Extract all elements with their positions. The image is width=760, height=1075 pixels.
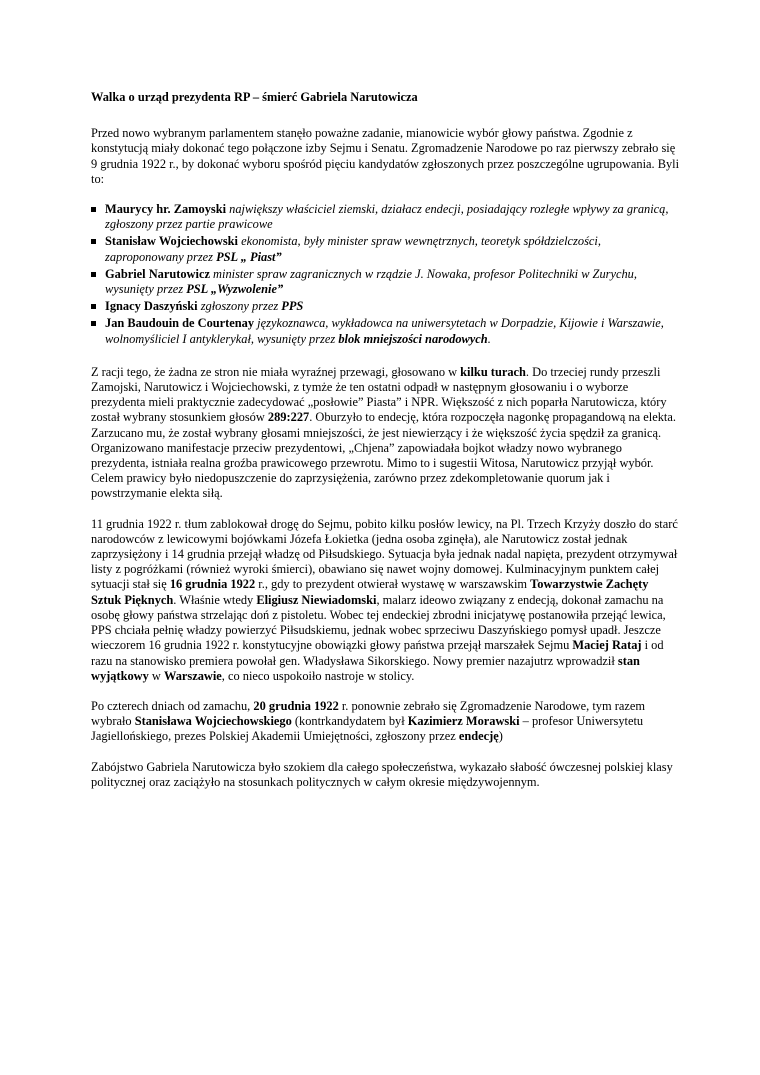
conclusion-paragraph: Zabójstwo Gabriela Narutowicza było szokiem dla całego społeczeństwa, wykazało słabość ówczesnej polskiej klasy politycznej oraz zaciążyło na stosunkach politycznych w całym okresie międzywojennym. [91,759,673,789]
text-run: ) [498,729,503,744]
voting-paragraph [91,365,681,502]
candidate-description: największy właściciel ziemski, działacz endecji, posiadający rozległe wpływy za granicą, zgłoszony przez partie prawicowe [105,202,669,232]
text-run: r., gdy to prezydent otwierał wystawę w warszawskim [255,577,531,592]
text-run: , malarz ideowo związany z endecją, dokonał zamachu na osobę głowy państwa strzelając doń z pistoletu. Wobec tej endeckiej zbrodni inicjatywę postanowiła przejąć lewica, PPS chciała pełnię władzy powierzyć Piłsudskiemu, jednak wobec sprzeciwu Daszyńskiego pomysł upadł. Jeszcze wieczorem 16 grudnia 1922 r. konstytucyjne obowiązki głowy państwa przejął marszałek Sejmu [91,592,666,653]
bold-run: Towarzystwie Zachęty Sztuk Pięknych [91,577,649,607]
document-title: Walka o urząd prezydenta RP – śmierć Gabriela Narutowicza [91,90,418,104]
candidate-description: zgłoszony przez [197,299,282,314]
text-run: w [148,668,164,683]
square-bullet-icon [91,239,96,244]
list-item [91,316,681,346]
bold-run: Eligiusz Niewiadomski [256,592,377,607]
candidate-description: językoznawca, wykładowca na uniwersytetach w Dorpadzie, Kijowie i Warszawie, wolnomyśliciel I antyklerykał, wysunięty przez [105,316,664,346]
text-run: r. ponownie zebrało się Zgromadzenie Narodowe, tym razem wybrało [91,698,645,729]
candidate-name: Stanisław Wojciechowski [105,234,238,249]
candidate-name: Gabriel Narutowicz [105,266,210,281]
bold-run: endecję [458,729,499,744]
text-run: – profesor Uniwersytetu Jagiellońskiego, prezes Polskiej Akademii Umiejętności, zgłoszony przez [91,714,644,744]
text-run: 11 grudnia 1922 r. tłum zablokował drogę do Sejmu, pobito kilku posłów lewicy, na Pl. Trzech Krzyży doszło do starć narodowców z lewicowymi bojówkami Józefa Łokietka (jedna osoba zginęła), ale Narutowicz został jednak zaprzysiężony i 14 grudnia przejął władzę od Piłsudskiego. Sytuacja była jednak nadal napięta, prezydent otrzymywał listy z pogróżkami (również wyroki śmierci), obawiano się nawet wojny domowej. Kulminacyjnym punktem całej sytuacji stał się [91,516,678,592]
candidate-description: minister spraw zagranicznych w rządzie J. Nowaka, profesor Politechniki w Zurychu, wysunięty przez [105,266,637,297]
bold-run: Stanisława Wojciechowskiego [134,714,292,729]
candidate-party: PSL „Wyzwolenie” [186,282,284,297]
text-run: Z racji tego, że żadna ze stron nie miała wyraźnej przewagi, głosowano w [91,364,461,379]
candidate-party: PSL „ Piast” [216,249,282,264]
candidate-name: Maurycy hr. Zamoyski [105,202,227,217]
bold-run: kilku turach [460,364,526,379]
list-item [91,267,681,297]
bold-run: 20 grudnia 1922 [253,698,339,713]
text-run: i od razu na stanowisko premiera powołał gen. Władysława Sikorskiego. Nowy premier nazajutrz wprowadził [91,638,664,668]
candidate-description: ekonomista, były minister spraw wewnętrznych, teoretyk spółdzielczości, zaproponowany przez [105,234,601,264]
candidate-name: Jan Baudouin de Courtenay [105,316,255,331]
text-run: , co nieco uspokoiło nastroje w stolicy. [221,668,415,683]
square-bullet-icon [91,272,96,277]
square-bullet-icon [91,207,96,212]
list-item [91,234,681,264]
bold-run: 16 grudnia 1922 [169,577,256,592]
intro-paragraph: Przed nowo wybranym parlamentem stanęło poważne zadanie, mianowicie wybór głowy państwa. Zgodnie z konstytucją miały dokonać tego połączone izby Sejmu i Senatu. Zgromadzenie Narodowe po raz pierwszy zebrało się 9 grudnia 1922 r., by dokonać wyboru spośród pięciu kandydatów zgłoszonych przez poszczególne ugrupowania. Byli to: [91,126,680,186]
text-run: Po czterech dniach od zamachu, [91,698,254,713]
square-bullet-icon [91,321,96,326]
text-run: (kontrkandydatem był [291,714,408,729]
candidates-list [91,202,681,347]
text-run: . Oburzyło to endecję, która rozpoczęła nagonkę propagandową na elekta. Zarzucano mu, że został wybrany głosami mniejszości, że jest niewierzący i że większość życia spędził za granicą. Organizowano manifestacje przeciw prezydentowi, „Chjena” zapowiadała bojkot władzy nowo wybranego prezydenta, istniała realna groźba prawicowego przewrotu. Mimo to i sugestii Witosa, Narutowicz przyjął wybór. Celem prawicy było niedopuszczenie do zaprzysiężenia, zarówno przez zdekompletowanie quorum jak i powstrzymanie elekta siłą. [91,410,676,501]
new-election-paragraph [91,699,681,745]
document-page [91,90,681,805]
text-run: . Do trzeciej rundy przeszli Zamojski, Narutowicz i Wojciechowski, z tymże że ten ostatni odpadł w następnym głosowaniu i o wyborze prezydenta mieli praktycznie zadecydować „posłowie” Piasta” i NPR. Większość z nich poparła Narutowicza, który został wybrany stosunkiem głosów [91,364,667,425]
square-bullet-icon [91,304,96,309]
bold-run: Warszawie [163,668,222,683]
candidate-party: PPS [281,299,304,314]
bold-run: Maciej Rataj [572,638,642,653]
list-item [91,202,681,232]
list-item [91,299,681,314]
bold-run: 289:227 [267,410,310,425]
assassination-paragraph [91,517,681,684]
text-run: . Właśnie wtedy [173,592,257,607]
candidate-party: blok mniejszości narodowych [338,331,488,346]
candidate-name: Ignacy Daszyński [105,299,198,314]
bold-run: Kazimierz Morawski [407,714,520,729]
candidate-end: . [487,331,491,346]
bold-run: stan wyjątkowy [91,653,640,683]
